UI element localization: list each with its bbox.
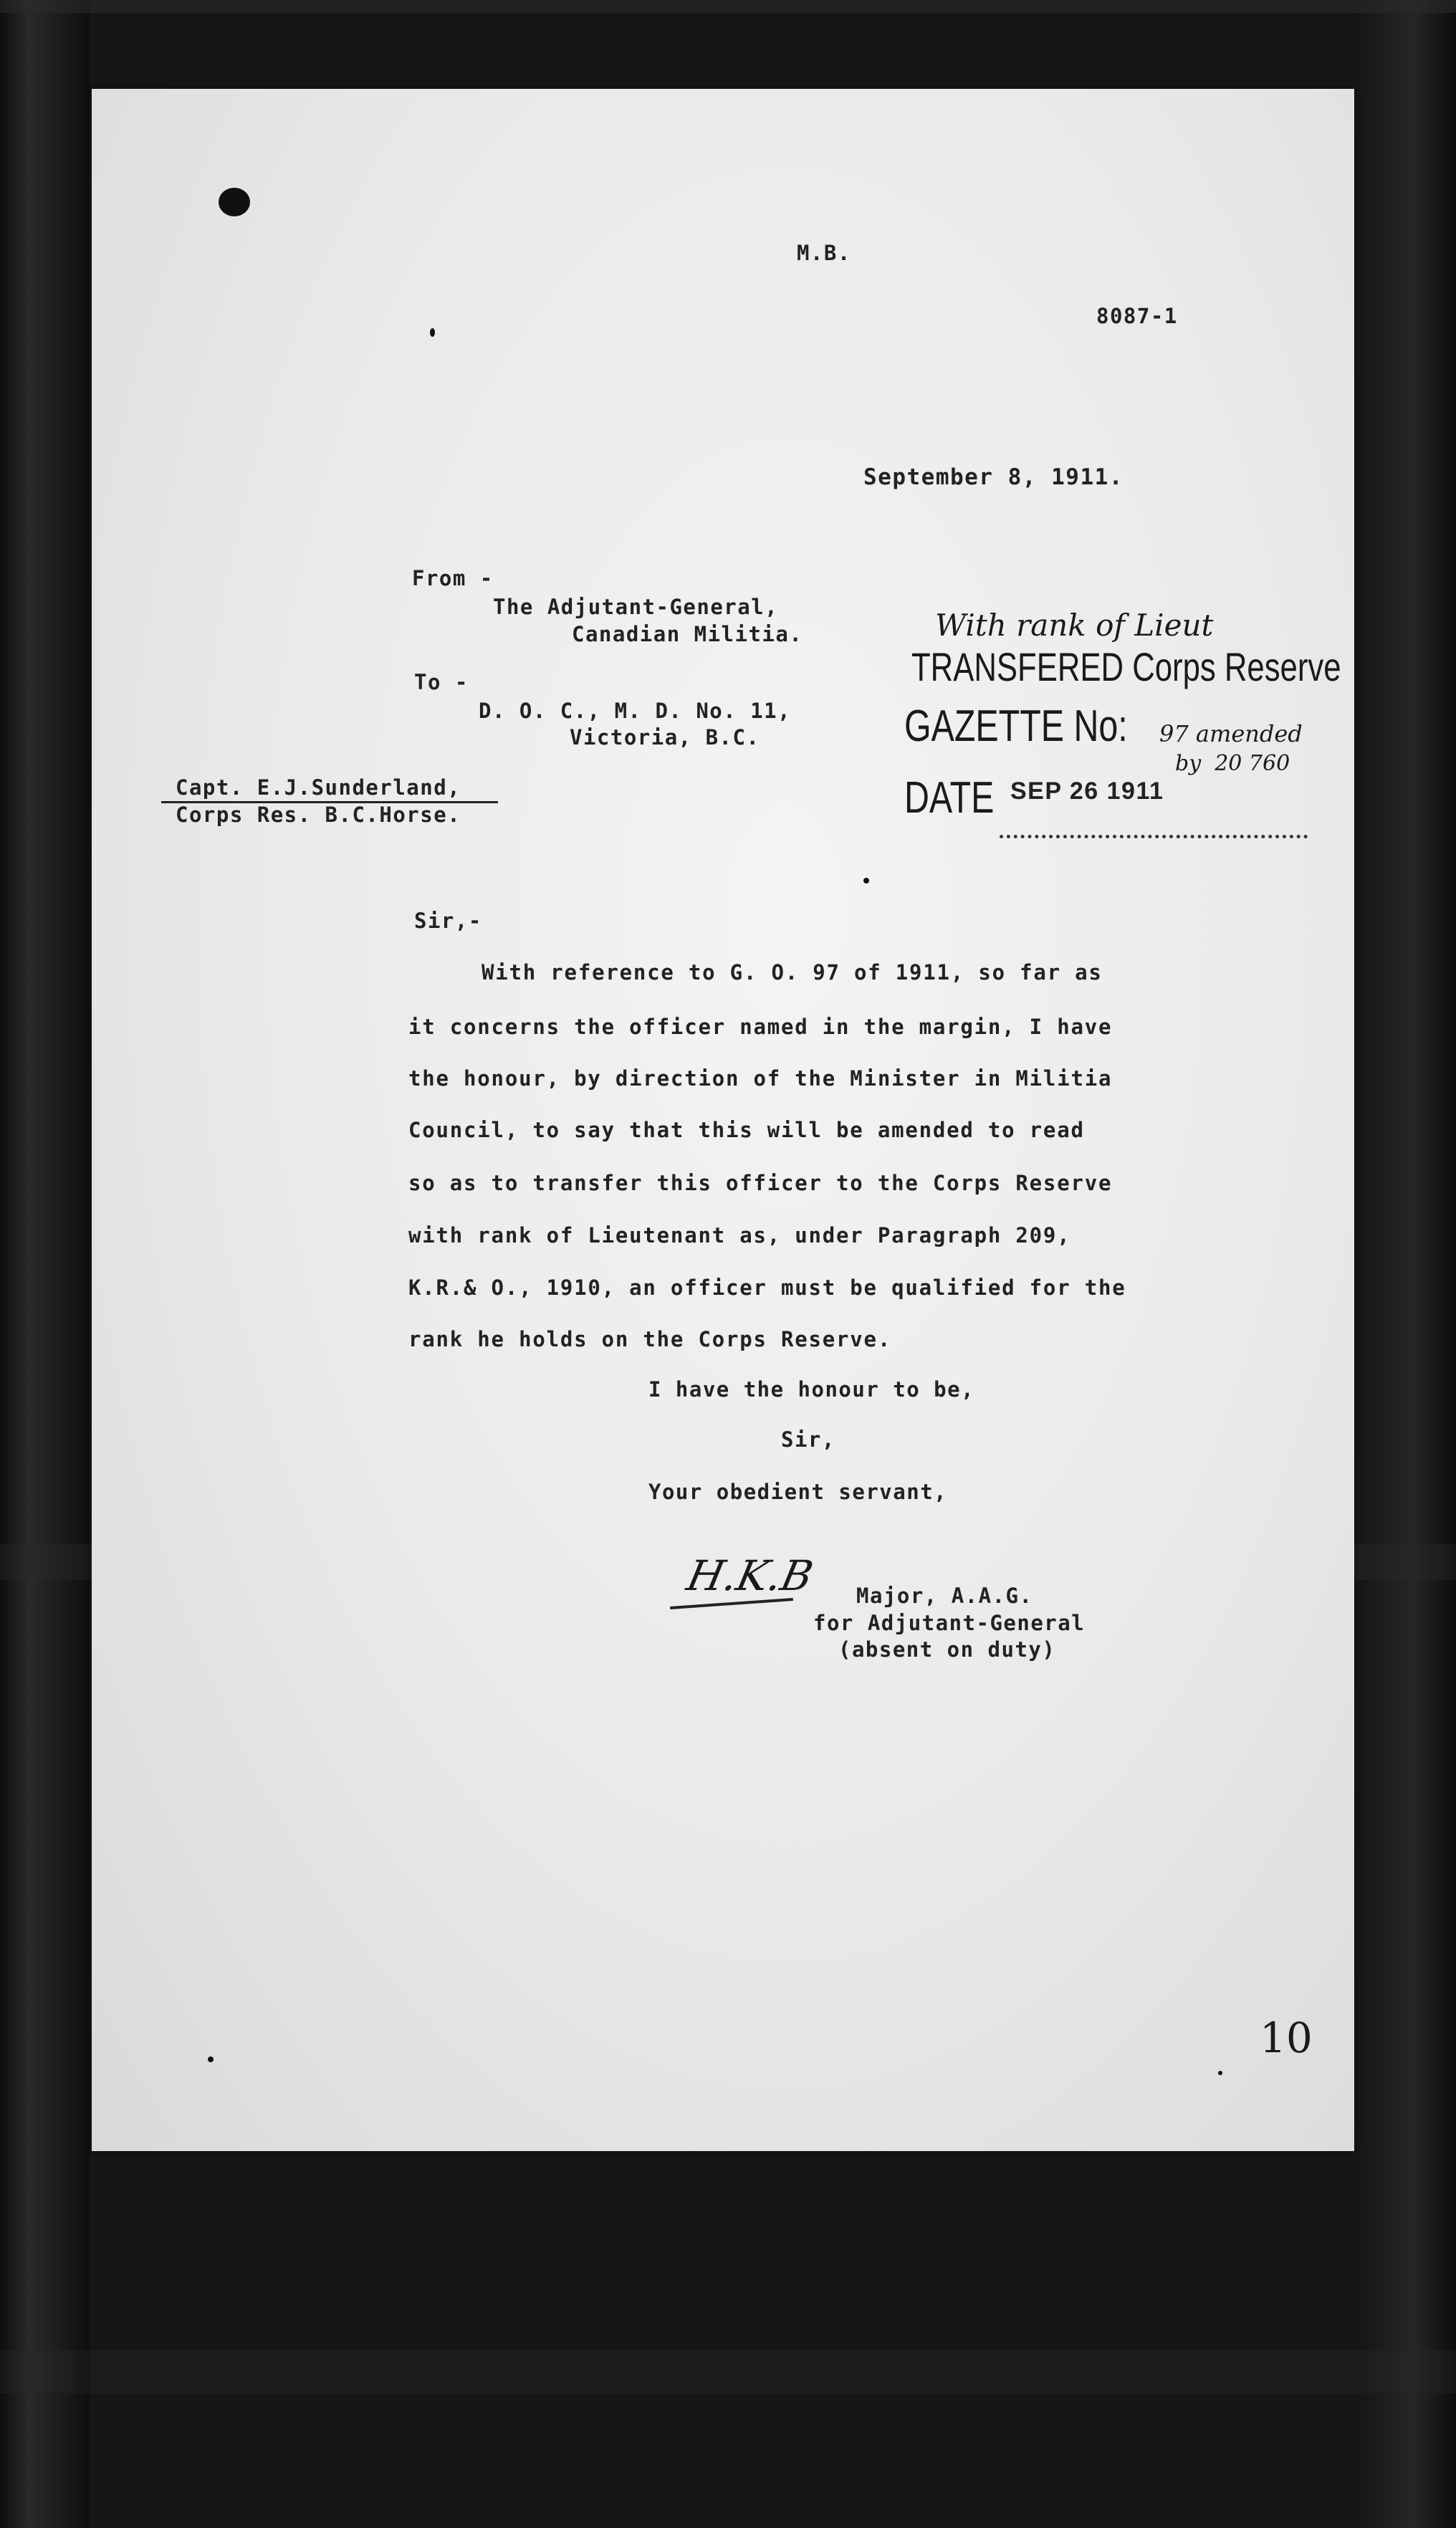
closing-line-2: Sir,: [781, 1427, 835, 1452]
to-line-1: D. O. C., M. D. No. 11,: [479, 699, 792, 723]
body-line: it concerns the officer named in the margin, I have: [408, 1015, 1113, 1039]
body-line: rank he holds on the Corps Reserve.: [408, 1327, 892, 1351]
scan-band: [0, 2350, 1456, 2393]
scan-band: [0, 0, 1456, 13]
signature-title-3: (absent on duty): [838, 1637, 1056, 1662]
file-number: 8087-1: [1096, 304, 1178, 328]
stamp-gazette-value: 97 amended: [1159, 720, 1303, 747]
body-line: with rank of Lieutenant as, under Paragraph 209,: [408, 1223, 1071, 1248]
salutation: Sir,-: [414, 909, 482, 933]
body-line: Council, to say that this will be amended to read: [408, 1118, 1085, 1142]
stamp-date-value: SEP 26 1911: [1010, 777, 1164, 805]
from-line-1: The Adjutant-General,: [493, 595, 779, 619]
body-line: the honour, by direction of the Minister in Militia: [408, 1066, 1113, 1091]
letter-date: September 8, 1911.: [863, 464, 1124, 490]
to-line-2: Victoria, B.C.: [570, 725, 760, 750]
stamp-handwritten-rank: With rank of Lieut: [935, 608, 1214, 643]
page-number: 10: [1260, 2014, 1313, 2062]
body-line: K.R.& O., 1910, an officer must be qualified for the: [408, 1275, 1126, 1300]
ink-speck: [863, 878, 869, 884]
ink-speck: [208, 2057, 214, 2062]
stamp-gazette-label: GAZETTE No:: [904, 702, 1128, 751]
stamp-date-label: DATE: [904, 773, 995, 823]
margin-officer-unit: Corps Res. B.C.Horse.: [176, 803, 461, 827]
to-label: To -: [414, 670, 469, 694]
stamp-dotted-line: [1000, 835, 1308, 838]
closing-line-3: Your obedient servant,: [648, 1480, 948, 1504]
stamp-gazette-value-2: by 20 760: [1175, 751, 1290, 776]
from-label: From -: [412, 566, 494, 590]
body-line: so as to transfer this officer to the Corps Reserve: [408, 1171, 1113, 1195]
from-line-2: Canadian Militia.: [572, 622, 803, 646]
body-line: With reference to G. O. 97 of 1911, so far as: [482, 960, 1103, 985]
stamp-transfered-line: TRANSFERED Corps Reserve: [911, 644, 1341, 689]
ink-blot: [219, 188, 250, 216]
reference-initials: M.B.: [797, 241, 851, 265]
ink-speck: [1218, 2071, 1222, 2075]
ink-speck: [430, 328, 435, 337]
signature-title-2: for Adjutant-General: [813, 1611, 1086, 1635]
signature-initials: H.K.B: [682, 1551, 818, 1600]
closing-line-1: I have the honour to be,: [648, 1377, 975, 1402]
signature-title-1: Major, A.A.G.: [856, 1584, 1033, 1608]
margin-officer-name: Capt. E.J.Sunderland,: [176, 775, 461, 800]
